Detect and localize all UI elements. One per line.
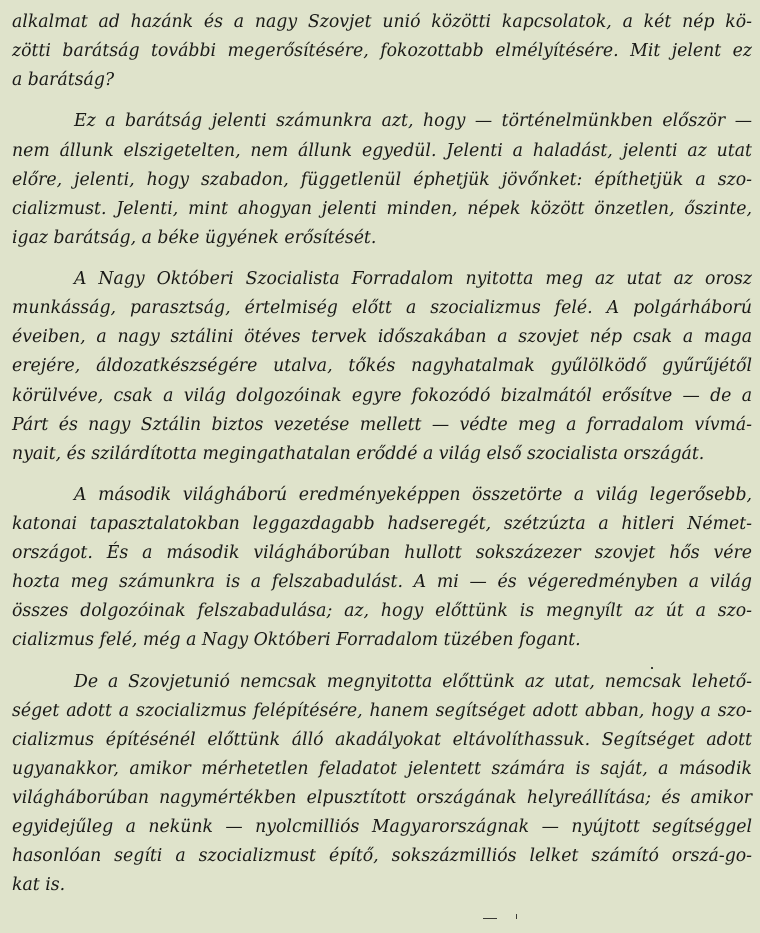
text-line: munkásság, parasztság, értelmiség előtt a szocializmus felé. A polgárháború: [12, 298, 752, 319]
text-line: katonai tapasztalatokban leggazdagabb hadseregét, szétzúzta a hitleri Német-: [12, 514, 752, 535]
text-line: egyidejűleg a nekünk — nyolcmilliós Magyarországnak — nyújtott segítséggel: [12, 817, 752, 838]
text-line: előre, jelenti, hogy szabadon, függetlenül éphetjük jövőnket: építhetjük a szo-: [12, 169, 752, 190]
text-line: cializmust. Jelenti, mint ahogyan jelenti minden, népek között önzetlen, őszinte,: [12, 198, 752, 219]
text-line: Ez a barátság jelenti számunkra azt, hogy — történelmünkben először —: [74, 111, 752, 132]
text-line: séget adott a szocializmus felépítésére, hanem segítséget adott abban, hogy a szo-: [12, 700, 752, 721]
paragraph: [12, 107, 752, 252]
text-line: nyait, és szilárdította megingathatalan erőddé a világ első szocialista országát.: [12, 443, 705, 464]
print-speck: [483, 918, 497, 919]
text-line: cializmus felé, még a Nagy Októberi Forradalom tüzében fogant.: [12, 630, 581, 651]
text-line: Párt és nagy Sztálin biztos vezetése mellett — védte meg a forradalom vívmá-: [12, 414, 752, 435]
text-line: ugyanakkor, amikor mérhetetlen feladatot jelentett számára is saját, a második: [12, 759, 752, 779]
text-line: alkalmat ad hazánk és a nagy Szovjet unió közötti kapcsolatok, a két nép kö-: [12, 12, 752, 32]
text-line: hozta meg számunkra is a felszabadulást. A mi — és végeredményben a világ: [12, 572, 752, 593]
text-line: erejére, áldozatkészségére utalva, tőkés nagyhatalmak gyűlölködő gyűrűjétől: [12, 356, 752, 377]
paragraph: [12, 8, 752, 95]
text-line: összes dolgozóinak felszabadulása; az, hogy előttünk is megnyílt az út a szo-: [12, 601, 752, 622]
text-line: A Nagy Októberi Szocialista Forradalom nyitotta meg az utat az orosz: [74, 269, 752, 290]
text-line: zötti barátság további megerősítésére, fokozottabb elmélyítésére. Mit jelent ez: [12, 41, 752, 62]
paragraph: [12, 265, 752, 469]
body-text: [12, 8, 752, 900]
print-speck: [651, 667, 653, 669]
text-line: országot. És a második világháborúban hullott sokszázezer szovjet hős vére: [12, 543, 752, 564]
text-line: körülvéve, csak a világ dolgozóinak egyre fokozódó bizalmától erősítve — de a: [12, 385, 752, 406]
text-line: éveiben, a nagy sztálini ötéves tervek időszakában a szovjet nép csak a maga: [12, 327, 752, 348]
text-line: kat is.: [12, 875, 66, 896]
text-line: igaz barátság, a béke ügyének erősítését.: [12, 227, 377, 248]
text-line: nem állunk elszigetelten, nem állunk egyedül. Jelenti a haladást, jelenti az utat: [12, 140, 752, 161]
text-line: a barátság?: [12, 70, 115, 91]
text-line: világháborúban nagymértékben elpusztított országának helyreállítása; és amikor: [12, 788, 752, 809]
print-speck: [516, 914, 517, 919]
text-line: cializmus építésénél előttünk álló akadályokat eltávolíthassuk. Segítséget adott: [12, 729, 752, 750]
text-line: hasonlóan segíti a szocializmust építő, sokszázmilliós lelket számító orszá-go-: [12, 846, 752, 867]
paragraph: [12, 668, 752, 901]
paragraph: [12, 481, 752, 656]
text-line: De a Szovjetunió nemcsak megnyitotta előttünk az utat, nemcsak lehető-: [74, 671, 752, 692]
text-line: A második világháború eredményeképpen összetörte a világ legerősebb,: [74, 484, 752, 505]
